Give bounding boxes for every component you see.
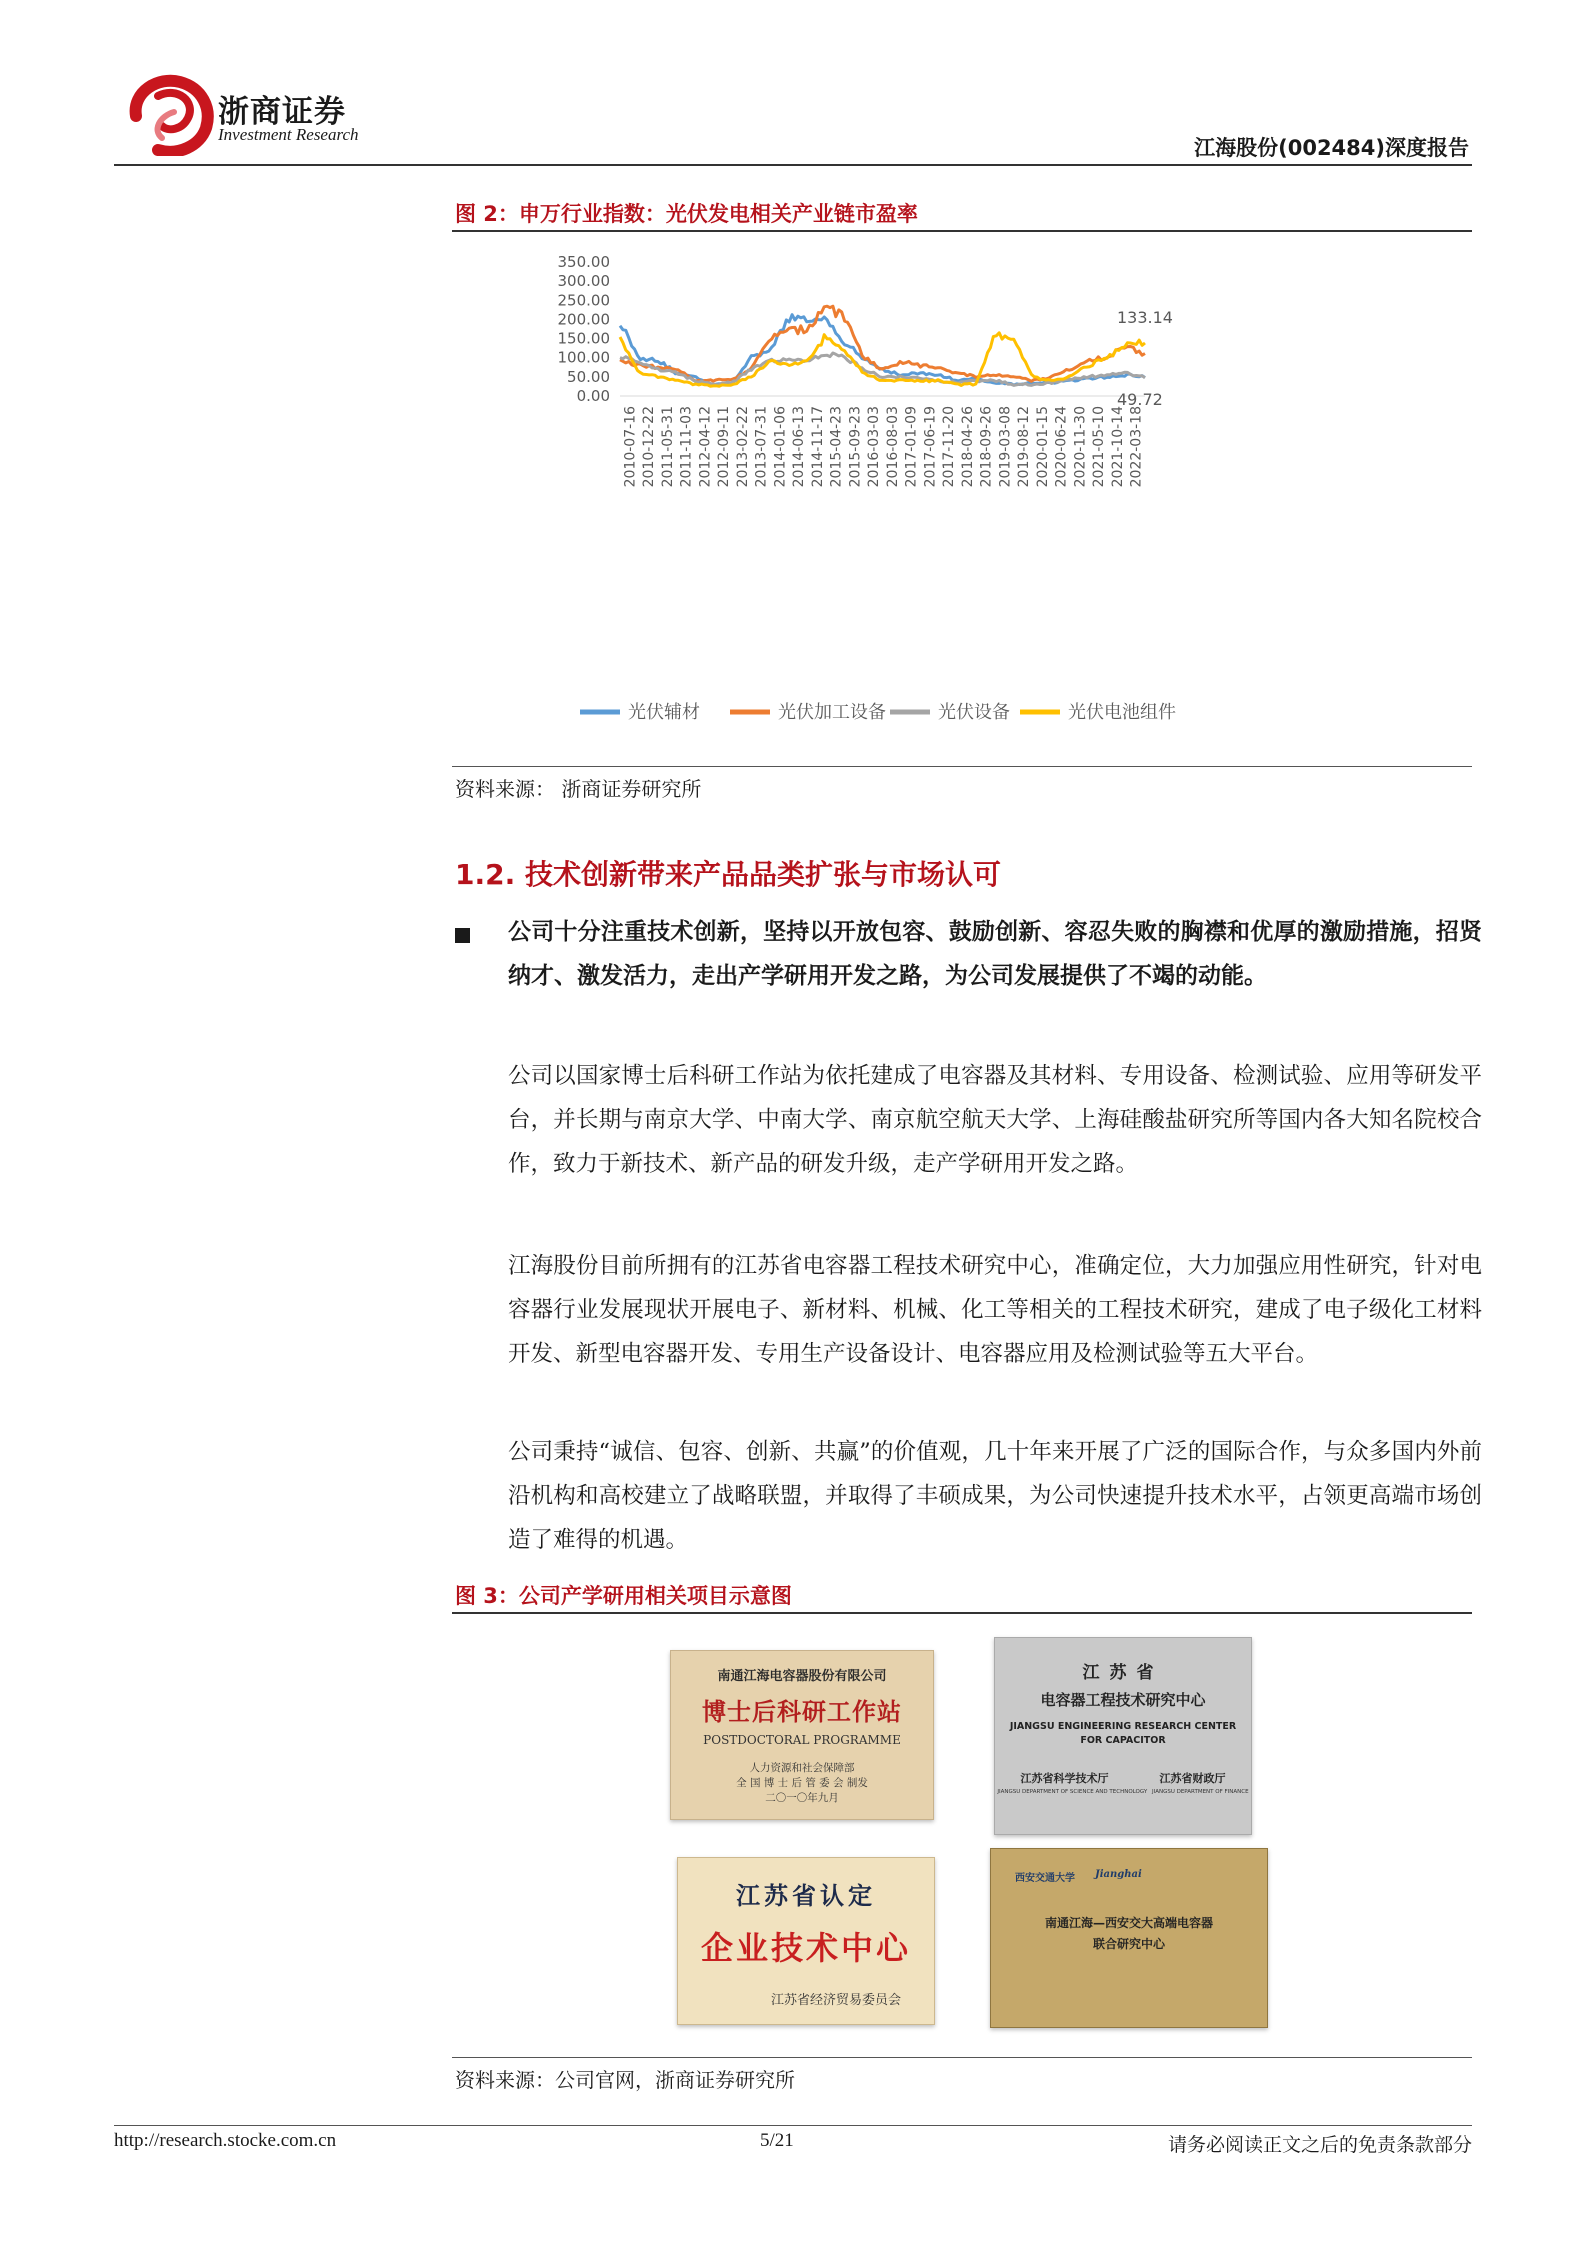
plaque4-line1: 南通江海—西安交大高端电容器 <box>1044 1916 1213 1930</box>
x-tick-label: 2014-06-13 <box>791 406 808 488</box>
chart-legend <box>580 702 1176 723</box>
x-tick-label: 2014-01-06 <box>772 406 789 488</box>
plaque3-line1: 江苏省认定 <box>736 1881 876 1910</box>
paragraph-1: 公司以国家博士后科研工作站为依托建成了电容器及其材料、专用设备、检测试验、应用等研发平台，并长期与南京大学、中南大学、南京航空航天大学、上海硅酸盐研究所等国内各大知名院校合作，致力于新技术、新产品的研发升级，走产学研用开发之路。 <box>508 1063 1482 1177</box>
x-tick-label: 2016-08-03 <box>884 406 901 488</box>
x-tick-label: 2013-07-31 <box>753 406 770 488</box>
x-tick-label: 2012-09-11 <box>716 406 733 488</box>
data-label: 133.14 <box>1117 308 1173 328</box>
x-tick-label: 2020-01-15 <box>1034 406 1051 488</box>
footer-divider <box>114 2125 1472 2126</box>
plaque1-title: 博士后科研工作站 <box>702 1697 902 1726</box>
x-axis <box>622 406 1144 487</box>
section-heading: 1.2. 技术创新带来产品品类扩张与市场认可 <box>455 858 1001 891</box>
plaque2-depts-en <box>995 1789 1251 1795</box>
report-title: 江海股份(002484)深度报告 <box>1194 136 1469 160</box>
plaque-enterprise-tech-center <box>677 1857 935 2025</box>
x-tick-label: 2019-08-12 <box>1016 406 1033 488</box>
y-tick-label: 0.00 <box>576 387 610 405</box>
plaque3-line2: 企业技术中心 <box>700 1929 911 1967</box>
y-tick-label: 350.00 <box>557 253 610 271</box>
plaque2-province: 江苏省 <box>1082 1663 1164 1683</box>
plaque2-en2: FOR CAPACITOR <box>1080 1735 1166 1746</box>
bullet-square-icon <box>455 928 470 943</box>
bold-paragraph: 公司十分注重技术创新，坚持以开放包容、鼓励创新、容忍失败的胸襟和优厚的激励措施，招贤纳才、激发活力，走出产学研用开发之路，为公司发展提供了不竭的动能。 <box>508 918 1482 989</box>
figure3-bottom-rule <box>452 2057 1472 2058</box>
x-tick-label: 2018-04-26 <box>959 406 976 488</box>
footer-disclaimer: 请务必阅读正文之后的免责条款部分 <box>1167 2134 1472 2156</box>
data-label: 49.72 <box>1117 389 1163 409</box>
company-logo <box>122 72 222 156</box>
plaque1-issued: 制发 <box>846 1777 868 1789</box>
x-tick-label: 2022-03-18 <box>1128 406 1145 488</box>
plaque1-date: 二〇一〇年九月 <box>765 1792 839 1804</box>
plaque2-dept2: 江苏省财政厅 <box>1159 1772 1226 1785</box>
legend-label: 光伏加工设备 <box>778 702 886 723</box>
footer-url[interactable]: http://research.stocke.com.cn <box>114 2130 337 2151</box>
x-tick-label: 2016-03-03 <box>866 406 883 488</box>
y-tick-label: 50.00 <box>567 367 610 386</box>
company-subtitle: Investment Research <box>218 125 359 144</box>
figure2-top-rule <box>452 230 1472 232</box>
legend-label: 光伏设备 <box>938 702 1010 723</box>
x-tick-label: 2018-09-26 <box>978 406 995 488</box>
figure3-source: 资料来源：公司官网，浙商证券研究所 <box>455 2068 795 2092</box>
x-tick-label: 2014-11-17 <box>809 406 826 488</box>
company-name: 浙商证券 <box>218 94 346 130</box>
plaque3-issuer: 江苏省经济贸易委员会 <box>770 1993 901 2008</box>
plaque2-english <box>995 1720 1251 1748</box>
legend-label: 光伏辅材 <box>628 702 700 723</box>
x-tick-label: 2011-05-31 <box>659 406 676 488</box>
x-tick-label: 2017-06-19 <box>922 406 939 488</box>
x-tick-label: 2020-11-30 <box>1072 406 1089 488</box>
x-tick-label: 2015-04-23 <box>828 406 845 488</box>
plaque2-title: 电容器工程技术研究中心 <box>1040 1691 1206 1709</box>
figure2-bottom-rule <box>452 766 1472 767</box>
y-tick-label: 250.00 <box>557 291 610 310</box>
x-tick-label: 2019-03-08 <box>997 406 1014 488</box>
plaque1-issuer1: 人力资源和社会保障部 <box>749 1762 855 1774</box>
plaque1-english: POSTDOCTORAL PROGRAMME <box>703 1733 901 1747</box>
header-divider <box>114 164 1472 166</box>
x-tick-label: 2020-06-24 <box>1053 406 1070 488</box>
plaque4-line2: 联合研究中心 <box>1092 1937 1165 1951</box>
x-tick-label: 2021-05-10 <box>1091 406 1108 488</box>
plaque1-issuer2: 全 国 博 士 后 管 委 会 <box>736 1777 844 1789</box>
series-line-1 <box>620 306 1145 382</box>
y-tick-label: 200.00 <box>557 310 610 329</box>
y-tick-label: 100.00 <box>557 348 610 367</box>
plaque1-issuer <box>671 1761 933 1806</box>
figure3-title: 图 3：公司产学研用相关项目示意图 <box>455 1584 792 1608</box>
x-tick-label: 2012-04-12 <box>697 406 714 488</box>
figure2-title: 图 2：申万行业指数：光伏发电相关产业链市盈率 <box>455 202 918 226</box>
plaque2-dept2-en: JIANGSU DEPARTMENT OF FINANCE <box>1151 1789 1249 1795</box>
x-tick-label: 2021-10-14 <box>1109 406 1126 488</box>
chart-series <box>620 306 1145 386</box>
series-line-0 <box>620 315 1145 385</box>
plaque1-org: 南通江海电容器股份有限公司 <box>717 1669 887 1684</box>
plaque2-en1: JIANGSU ENGINEERING RESEARCH CENTER <box>1009 1721 1237 1732</box>
x-tick-label: 2015-09-23 <box>847 406 864 488</box>
pe-ratio-chart <box>540 250 1400 750</box>
plaque-joint-research-center <box>990 1848 1268 2028</box>
plaque2-depts <box>995 1770 1251 1786</box>
chart-annotations <box>1117 308 1173 409</box>
x-tick-label: 2017-11-20 <box>941 406 958 488</box>
plaque-postdoctoral-station <box>670 1650 934 1820</box>
x-tick-label: 2013-02-22 <box>734 406 751 488</box>
x-tick-label: 2011-11-03 <box>678 406 695 488</box>
paragraph-3: 公司秉持“诚信、包容、创新、共赢”的价值观，几十年来开展了广泛的国际合作，与众多国内外前沿机构和高校建立了战略联盟，并取得了丰硕成果，为公司快速提升技术水平，占领更高端市场创造了难得的机遇。 <box>508 1439 1482 1553</box>
plaque4-logos <box>991 1869 1267 1884</box>
plaque-engineering-center <box>994 1637 1252 1835</box>
plaque2-dept1: 江苏省科学技术厅 <box>1020 1772 1109 1785</box>
page-number: 5/21 <box>760 2130 794 2151</box>
plaque4-logo2: Jianghai <box>1095 1869 1142 1880</box>
legend-label: 光伏电池组件 <box>1068 702 1176 723</box>
x-tick-label: 2010-12-22 <box>641 406 658 488</box>
plaque2-dept1-en: JIANGSU DEPARTMENT OF SCIENCE AND TECHNOLOGY <box>997 1789 1148 1795</box>
x-tick-label: 2017-01-09 <box>903 406 920 488</box>
y-tick-label: 300.00 <box>557 272 610 291</box>
figure2-source: 资料来源： 浙商证券研究所 <box>455 777 702 801</box>
plaque4-logo1: 西安交通大学 <box>1015 1873 1075 1884</box>
y-tick-label: 150.00 <box>557 329 610 348</box>
figure3-top-rule <box>452 1612 1472 1614</box>
x-tick-label: 2010-07-16 <box>622 406 639 488</box>
paragraph-2: 江海股份目前所拥有的江苏省电容器工程技术研究中心，准确定位，大力加强应用性研究，针对电容器行业发展现状开展电子、新材料、机械、化工等相关的工程技术研究，建成了电子级化工材料开发、新型电容器开发、专用生产设备设计、电容器应用及检测试验等五大平台。 <box>508 1253 1482 1367</box>
